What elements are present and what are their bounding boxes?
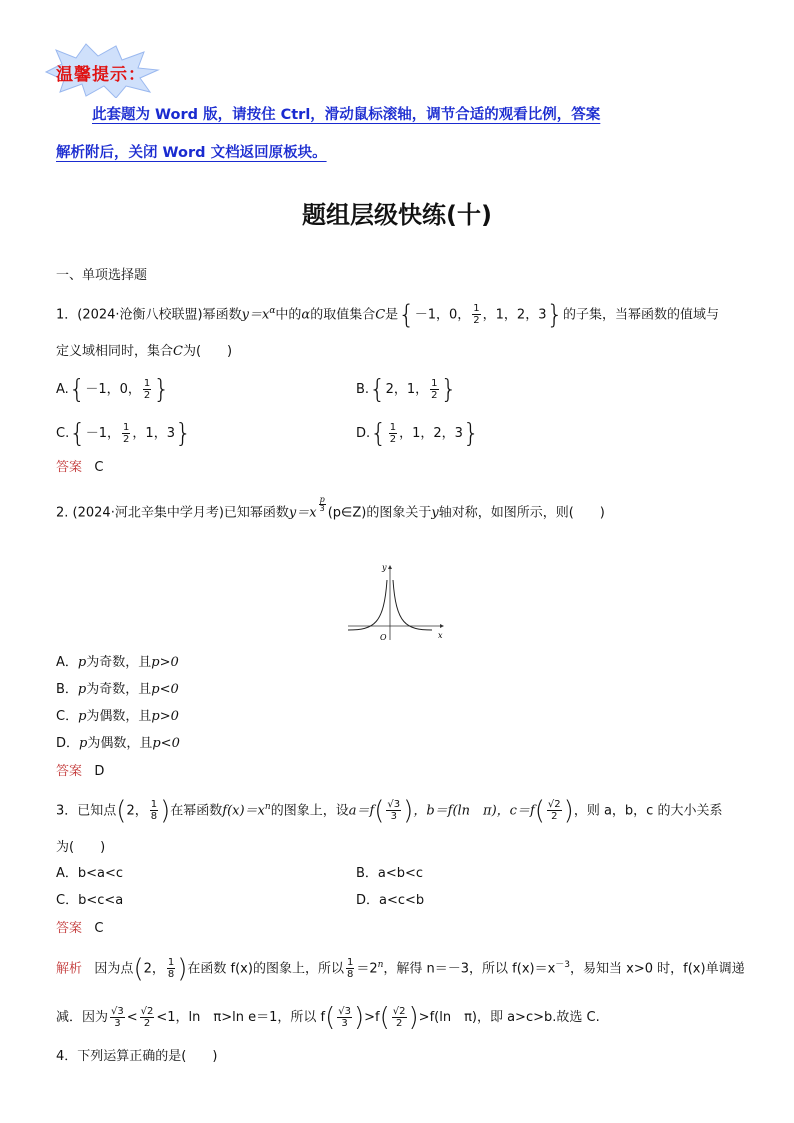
q1-mid3: 是 xyxy=(385,307,399,323)
q1-func: y＝x xyxy=(241,307,270,323)
q1-prefix: 1．(2024·沧衡八校联盟)幂函数 xyxy=(56,307,242,323)
q1-mid1: 中的 xyxy=(275,307,302,323)
section-heading: 一、单项选择题 xyxy=(56,268,148,283)
q1-stem-line1: 1．(2024·沧衡八校联盟)幂函数$y=x^\alpha$中的α的取值集合C是{－1，0， $\frac{1}{2}$ ，1，2，3}的子集，当幂函数的值域与 xyxy=(56,299,720,330)
q3-answer: 答案 C xyxy=(56,921,104,936)
q1-set-b: ，1，2，3 xyxy=(482,307,547,323)
graph-x-label: x xyxy=(438,631,443,640)
page-title: 题组层级快练(十) xyxy=(302,201,492,229)
notice-line-2: 解析附后，关闭 Word 文档返回原板块。 xyxy=(56,145,327,161)
power-function-graph xyxy=(346,560,446,642)
q1-mid2: 的取值集合 xyxy=(310,307,376,323)
q1-option-c[interactable]: C.{－1， $\frac{1}{2}$ ，1，3} xyxy=(56,418,192,449)
q1-answer: 答案 C xyxy=(56,460,104,475)
q1-setC: C xyxy=(375,307,386,323)
q3-explanation-line2: 减．因为 $\frac{√3}{3}$ < $\frac{√2}{2}$ <1，ln π>ln e＝1，所以 f( $\frac{√3}{3}$ )>f( $\frac{√2}{2}$ )>f(ln π)，即 a>c>b.故选 C. xyxy=(56,1002,600,1033)
graph-origin-label: O xyxy=(380,633,387,642)
q2-answer: 答案 D xyxy=(56,764,105,779)
graph-y-label: y xyxy=(382,563,387,572)
q3-option-c[interactable]: C．b<c<a xyxy=(56,893,124,908)
notice-text xyxy=(56,96,738,172)
q2-option-b[interactable]: B．p为奇数，且p<0 xyxy=(56,682,179,697)
q1-alpha: α xyxy=(301,307,311,323)
q4-stem: 4．下列运算正确的是( ) xyxy=(56,1049,218,1064)
q1-half: $\frac{1}{2}$ xyxy=(473,303,480,327)
q2-option-d[interactable]: D．p为偶数，且p<0 xyxy=(56,736,180,751)
q3-option-a[interactable]: A．b<a<c xyxy=(56,866,124,881)
q2-option-a[interactable]: A．p为奇数，且p>0 xyxy=(56,655,179,670)
q3-option-d[interactable]: D．a<c<b xyxy=(356,893,425,908)
q3-stem-line1: 3．已知点(2， $\frac{1}{8}$ )在幂函数$f(x)=x^n$的图象上，设a＝f( $\frac{√3}{3}$ )，b＝f(ln π)，c＝f( $\frac{√2}{2}$ )，则 a，b，c 的大小关系 xyxy=(56,795,723,826)
q3-stem-line2: 为( ) xyxy=(56,840,106,855)
q1-tail: 的子集，当幂函数的值域与 xyxy=(563,307,720,323)
q3-option-b[interactable]: B．a<b<c xyxy=(356,866,424,881)
q1-option-d[interactable]: D.{ $\frac{1}{2}$ ，1，2，3} xyxy=(356,418,480,449)
q1-stem-line2: 定义域相同时，集合C为( ) xyxy=(56,344,233,359)
q1-func-exp: α xyxy=(269,306,276,316)
notice-line-1: 此套题为 Word 版，请按住 Ctrl，滑动鼠标滚轴，调节合适的观看比例，答案 xyxy=(92,107,601,123)
q2-option-c[interactable]: C．p为偶数，且p>0 xyxy=(56,709,179,724)
tip-label: 温馨提示： xyxy=(56,65,146,85)
q3-explanation-line1: 解析 因为点(2， $\frac{1}{8}$ )在函数 f(x)的图象上，所以 $\frac{1}{8}$ $=2^n$，解得 n＝－3，所以 $f(x)=x^{-3}$，易知当 x>0 时，f(x)单调递 xyxy=(56,953,745,984)
q2-stem: 2. (2024·河北辛集中学月考)已知幂函数y＝x $\frac{p}{3}$ (p∈Z)的图象关于y轴对称，如图所示，则( ) xyxy=(56,495,605,521)
q1-set-a: －1，0， xyxy=(414,307,471,323)
q1-option-a[interactable]: A.{－1，0， $\frac{1}{2}$ } xyxy=(56,374,170,405)
q1-option-b[interactable]: B.{2，1， $\frac{1}{2}$ } xyxy=(356,374,458,405)
